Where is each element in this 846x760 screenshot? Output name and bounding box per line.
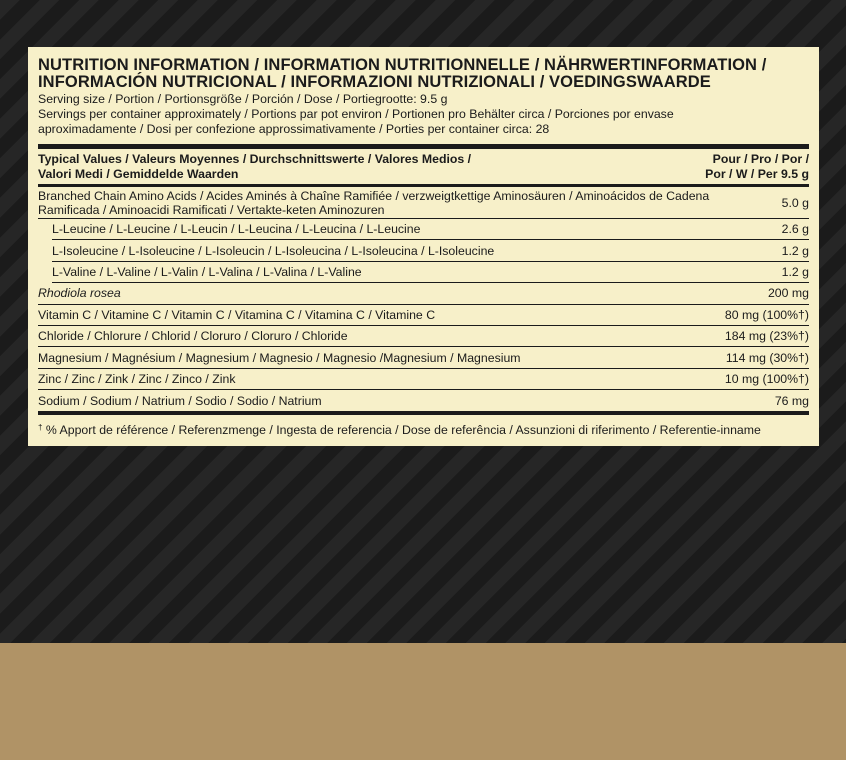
nutrient-name: L-Leucine / L-Leucine / L-Leucin / L-Leucina / L-Leucina / L-Leucine — [52, 222, 421, 237]
typical-values-line-1: Typical Values / Valeurs Moyennes / Durchschnittswerte / Valores Medios / — [38, 152, 472, 166]
nutrient-value: 1.2 g — [781, 264, 809, 279]
nutrient-value: 76 mg — [774, 393, 809, 408]
serving-info — [38, 92, 809, 137]
typical-values-line-2: Valori Medi / Gemiddelde Waarden — [38, 167, 239, 181]
serving-size: Serving size / Portion / Portionsgröße / Porción / Dose / Portiegrootte: 9.5 g — [38, 92, 448, 106]
nutrient-name: Branched Chain Amino Acids / Acides Aminés à Chaîne Ramifiée / verzweigtkettige Aminosäuren / Aminoácidos de Cadena Ramificada / Aminoacidi Ramificati / Vertakte-keten Aminozuren — [38, 188, 710, 217]
nutrient-value: 80 mg (100%†) — [724, 307, 809, 322]
table-row-isoleucine — [52, 240, 809, 261]
table-row-chloride — [38, 326, 809, 347]
title-line-2: INFORMACIÓN NUTRICIONAL / INFORMAZIONI NUTRIZIONALI / VOEDINGSWAARDE — [38, 73, 711, 91]
table-row-rhodiola — [38, 283, 809, 304]
nutrient-value: 200 mg — [767, 286, 809, 301]
per-serving-line-1: Pour / Pro / Por / — [712, 152, 809, 166]
footnote-mark: † — [38, 422, 43, 432]
table-row-vitamin-c — [38, 305, 809, 326]
servings-per-container-1: Servings per container approximately / Portions par pot environ / Portionen pro Behälter circa / Porciones por envase — [38, 107, 674, 121]
nutrient-name: L-Isoleucine / L-Isoleucine / L-Isoleucin / L-Isoleucina / L-Isoleucina / L-Isoleucine — [52, 243, 495, 258]
per-serving-heading — [705, 152, 809, 182]
table-header — [38, 149, 809, 184]
nutrient-value: 114 mg (30%†) — [725, 350, 809, 365]
footnote-text: % Apport de référence / Referenzmenge / Ingesta de referencia / Dose de referência / Assunzioni di riferimento / Referentie-inname — [45, 422, 761, 437]
nutrient-name: Vitamin C / Vitamine C / Vitamin C / Vitamina C / Vitamina C / Vitamine C — [38, 307, 436, 322]
typical-values-heading — [38, 152, 471, 182]
servings-per-container-2: aproximadamente / Dosi per confezione approssimativamente / Porties per container circa: 28 — [38, 122, 550, 136]
table-row-valine — [52, 262, 809, 283]
nutrient-name: L-Valine / L-Valine / L-Valin / L-Valina / L-Valina / L-Valine — [52, 264, 362, 279]
nutrient-value: 1.2 g — [781, 243, 809, 258]
per-serving-line-2: Por / W / Per 9.5 g — [705, 167, 809, 181]
gold-background-band — [0, 643, 846, 760]
nutrient-name: Zinc / Zinc / Zink / Zinc / Zinco / Zink — [38, 371, 236, 386]
label-title — [38, 57, 809, 91]
nutrient-value: 2.6 g — [781, 222, 809, 237]
footnote — [38, 420, 809, 438]
nutrient-name: Magnesium / Magnésium / Magnesium / Magnesio / Magnesio /Magnesium / Magnesium — [38, 350, 521, 365]
table-row-zinc — [38, 369, 809, 390]
bottom-divider — [38, 411, 809, 415]
table-row-leucine — [52, 219, 809, 240]
nutrient-name: Rhodiola rosea — [38, 286, 121, 301]
nutrient-name: Chloride / Chlorure / Chlorid / Cloruro / Cloruro / Chloride — [38, 329, 348, 344]
nutrient-name: Sodium / Sodium / Natrium / Sodio / Sodio / Natrium — [38, 393, 322, 408]
table-row-sodium — [38, 390, 809, 411]
nutrition-label — [28, 47, 819, 446]
table-row-magnesium — [38, 347, 809, 368]
table-row-bcaa — [38, 187, 809, 219]
title-line-1: NUTRITION INFORMATION / INFORMATION NUTRITIONNELLE / NÄHRWERTINFORMATION / — [38, 56, 767, 74]
nutrient-value: 5.0 g — [781, 195, 809, 210]
nutrient-value: 184 mg (23%†) — [724, 329, 809, 344]
nutrient-value: 10 mg (100%†) — [724, 371, 809, 386]
